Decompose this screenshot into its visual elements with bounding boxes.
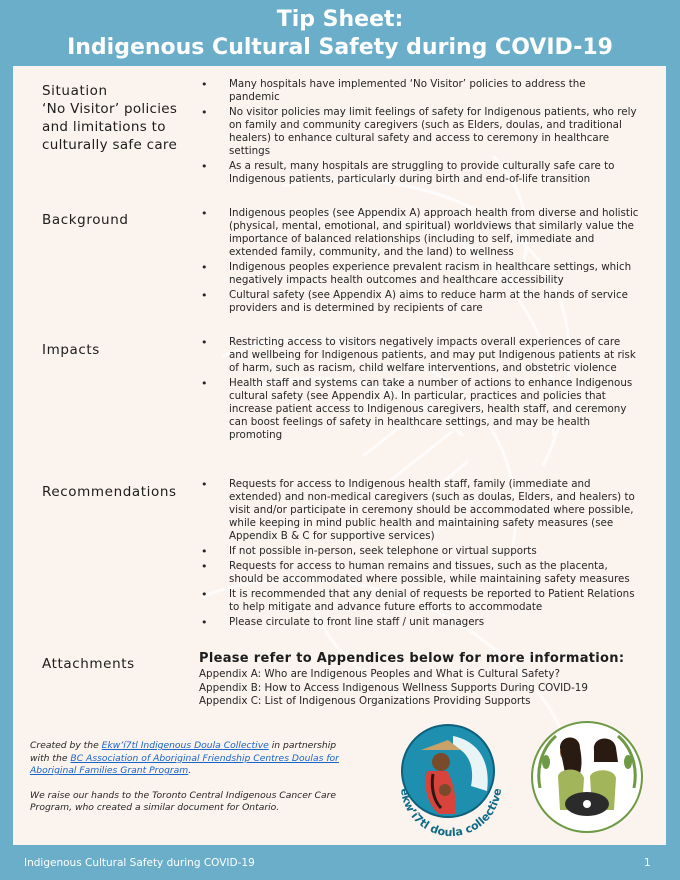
appendix-a: Appendix A: Who are Indigenous Peoples and What is Cultural Safety?: [199, 668, 560, 680]
attachments-title: Please refer to Appendices below for more information:: [199, 651, 625, 666]
background-heading: Background: [42, 212, 129, 228]
impacts-heading: Impacts: [42, 342, 100, 358]
title-line-1: Tip Sheet:: [276, 7, 404, 32]
list-item: • Requests for access to Indigenous health staff, family (immediate and extended) and non-medical caregivers (such as doulas, Elders, and healers) to visit and/or participate in ceremony should be accommodated where possible, while keeping in mind public health and maintaining safety measures (see Appendix B & C for supportive services): [199, 478, 639, 543]
appendix-b: Appendix B: How to Access Indigenous Wellness Supports During COVID-19: [199, 681, 588, 694]
list-item: • Please circulate to front line staff / unit managers: [199, 616, 639, 629]
list-item: • Cultural safety (see Appendix A) aims to reduce harm at the hands of service providers and is determined by recipients of care: [199, 289, 639, 315]
list-item: • If not possible in-person, seek telephone or virtual supports: [199, 545, 639, 558]
doula-collective-logo: [383, 716, 513, 844]
content-panel: [13, 66, 666, 845]
page-number: 1: [644, 857, 651, 869]
situation-bullets: [199, 78, 639, 188]
appendix-c: Appendix C: List of Indigenous Organizations Providing Supports: [199, 695, 531, 707]
credits-thanks: We raise our hands to the Toronto Central Indigenous Cancer Care Program, who created a similar document for Ontario.: [30, 789, 337, 813]
credits-created-by: Created by the Ekw’í7tl Indigenous Doula Collective in partnership with the BC Association of Aboriginal Friendship Centres Doulas for Aboriginal Families Grant Program.: [30, 740, 339, 776]
background-bullets: [199, 207, 639, 317]
list-item: • Health staff and systems can take a number of actions to enhance Indigenous cultural safety (see Appendix A). In particular, practices and policies that increase patient access to Indigenous caregivers, health staff, and ceremony can boost feelings of safety in healthcare settings, and may be health promoting: [199, 377, 639, 442]
attachments-heading: Attachments: [42, 656, 135, 672]
recommendations-heading: Recommendations: [42, 484, 177, 500]
list-item: • Requests for access to human remains and tissues, such as the placenta, should be accommodated where possible, while maintaining safety measures: [199, 560, 639, 586]
attachments-list: [199, 668, 588, 709]
list-item: • As a result, many hospitals are struggling to provide culturally safe care to Indigenous patients, particularly during birth and end-of-life transition: [199, 160, 639, 186]
list-item: • It is recommended that any denial of requests be reported to Patient Relations to help mitigate and advance future efforts to accommodate: [199, 588, 639, 614]
list-item: • Indigenous peoples experience prevalent racism in healthcare settings, which negatively impacts health outcomes and healthcare accessibility: [199, 261, 639, 287]
partnership-logo: [528, 718, 646, 836]
list-item: • Indigenous peoples (see Appendix A) approach health from diverse and holistic (physical, mental, emotional, and spiritual) worldviews that similarly value the importance of balanced relationships (including to self, immediate and extended family, community, and the land) to wellness: [199, 207, 639, 259]
recommendations-bullets: [199, 478, 639, 631]
impacts-bullets: [199, 336, 639, 444]
credits: [30, 740, 340, 815]
footer-title: Indigenous Cultural Safety during COVID-19: [24, 857, 255, 869]
page-title: [0, 6, 680, 62]
title-line-2: Indigenous Cultural Safety during COVID-19: [67, 35, 613, 60]
situation-heading: Situation: [42, 83, 108, 99]
situation-subheading: ‘No Visitor’ policies and limitations to culturally safe care: [42, 101, 178, 153]
logo-text: ekw’í7tl doula collective: [397, 787, 505, 840]
list-item: • Restricting access to visitors negatively impacts overall experiences of care and wellbeing for Indigenous patients, and may put Indigenous patients at risk of harm, such as racism, child welfare interventions, and obstetric violence: [199, 336, 639, 375]
list-item: • No visitor policies may limit feelings of safety for Indigenous patients, who rely on family and community caregivers (such as Elders, doulas, and traditional healers) to enhance cultural safety and access to ceremony in healthcare settings: [199, 106, 639, 158]
doula-collective-link[interactable]: Ekw’í7tl Indigenous Doula Collective: [101, 740, 269, 751]
list-item: • Many hospitals have implemented ‘No Visitor’ policies to address the pandemic: [199, 78, 639, 104]
bcaafc-link[interactable]: BC Association of Aboriginal Friendship Centres Doulas for Aboriginal Families Grant Program: [30, 752, 339, 776]
